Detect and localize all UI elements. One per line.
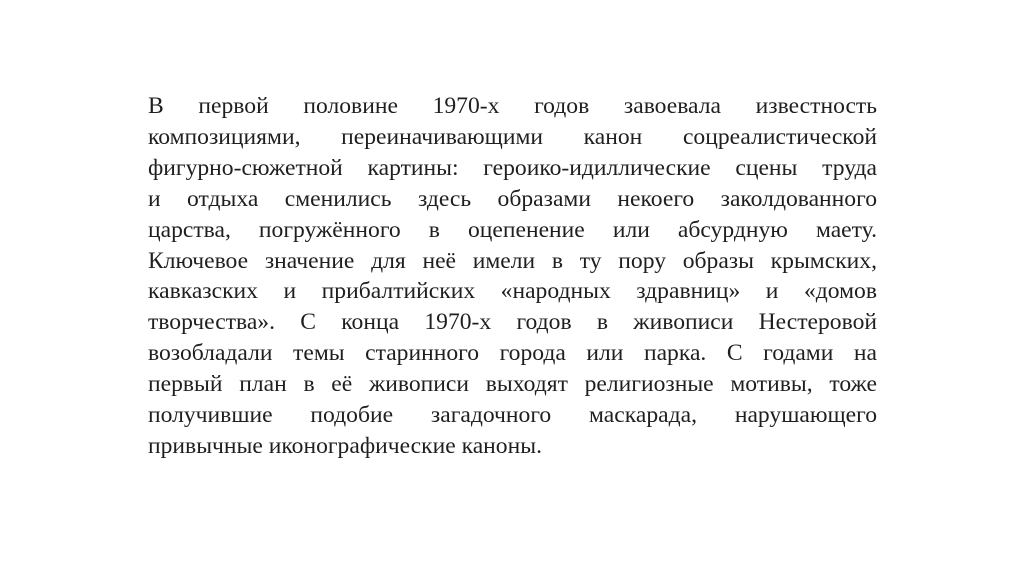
paragraph-line: привычные иконографические каноны.: [148, 432, 542, 459]
paragraph-line: композициями, переиначивающими канон соцреалистической: [148, 123, 877, 150]
paragraph-line: кавказских и прибалтийских «народных здравниц» и «домов: [148, 278, 877, 305]
paragraph-line: и отдыха сменились здесь образами некоего заколдованного: [148, 185, 877, 212]
paragraph-line: Ключевое значение для неё имели в ту пору образы крымских,: [148, 247, 877, 274]
paragraph-line: В первой половине 1970-х годов завоевала известность: [148, 93, 877, 119]
body-paragraph: [148, 91, 877, 462]
paragraph-line: возобладали темы старинного города или парка. С годами на: [148, 340, 877, 367]
paragraph-line: фигурно-сюжетной картины: героико-идиллические сцены труда: [148, 154, 877, 181]
paragraph-line: получившие подобие загадочного маскарада, нарушающего: [148, 402, 877, 429]
paragraph-line: царства, погружённого в оцепенение или абсурдную маету.: [148, 216, 877, 243]
paragraph-line: творчества». С конца 1970-х годов в живописи Нестеровой: [148, 309, 877, 336]
paragraph-line: первый план в её живописи выходят религиозные мотивы, тоже: [148, 371, 877, 398]
